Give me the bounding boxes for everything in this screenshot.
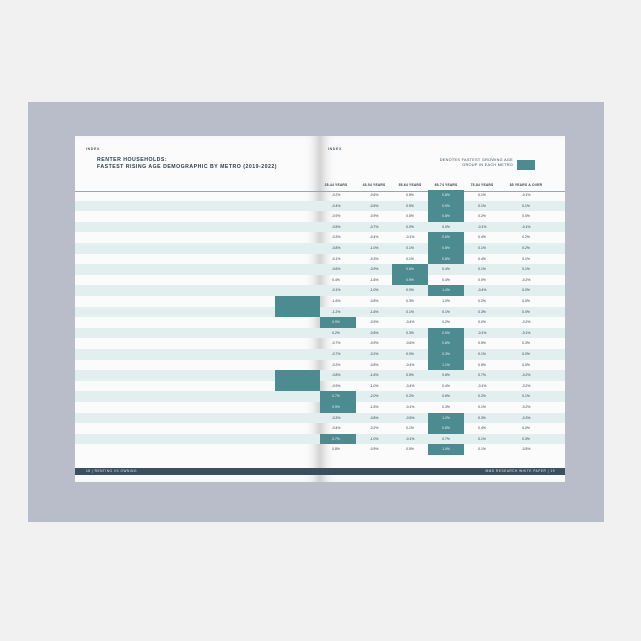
value-cell: 0.8% bbox=[428, 338, 464, 349]
value-cell: 0.1% bbox=[478, 447, 486, 452]
table-row bbox=[75, 381, 320, 392]
value-cell: 0.0% bbox=[406, 288, 414, 293]
metro-cell bbox=[115, 402, 275, 413]
right-page bbox=[320, 136, 565, 482]
value-cell bbox=[275, 232, 320, 243]
size-rank-cell bbox=[93, 190, 115, 201]
value-cell: 0.1% bbox=[522, 267, 530, 272]
table-row bbox=[75, 243, 320, 254]
value-cell: -0.8% bbox=[331, 246, 341, 250]
metro-cell bbox=[115, 444, 275, 455]
value-cell: -0.1% bbox=[405, 436, 415, 441]
size-rank-cell bbox=[93, 307, 115, 318]
value-cell: -0.2% bbox=[331, 193, 341, 197]
value-cell: -0.2% bbox=[369, 426, 379, 431]
value-cell: 0.0% bbox=[406, 352, 414, 356]
metro-cell bbox=[115, 222, 275, 233]
value-cell: 0.0% bbox=[522, 362, 530, 367]
page-footer bbox=[320, 468, 565, 475]
value-cell: 0.5% bbox=[428, 201, 464, 212]
value-cell: -0.2% bbox=[521, 383, 531, 388]
metro-cell bbox=[115, 254, 275, 265]
table-row bbox=[75, 222, 320, 233]
table-row bbox=[320, 201, 565, 212]
value-cell: -0.4% bbox=[405, 320, 415, 325]
value-cell: 1.1% bbox=[428, 360, 464, 371]
value-cell bbox=[275, 307, 320, 318]
value-cell: -0.7% bbox=[331, 352, 341, 356]
value-cell: 1.2% bbox=[428, 413, 464, 424]
value-cell: 0.2% bbox=[522, 235, 530, 240]
size-rank-cell bbox=[93, 328, 115, 339]
table-row bbox=[320, 317, 565, 328]
value-cell: -1.6% bbox=[369, 277, 379, 282]
metro-cell bbox=[115, 243, 275, 254]
value-cell: 0.5% bbox=[406, 373, 414, 378]
table-row bbox=[75, 328, 320, 339]
value-cell: 0.4% bbox=[478, 426, 486, 431]
table-row bbox=[75, 370, 320, 381]
table-row bbox=[320, 264, 565, 275]
value-cell bbox=[275, 275, 320, 286]
value-cell bbox=[275, 264, 320, 275]
page-title: RENTER HOUSEHOLDS: bbox=[97, 157, 168, 163]
column-header: 55-64 YEARS bbox=[398, 183, 422, 187]
value-cell: 0.1% bbox=[406, 309, 414, 314]
value-cell: 0.8% bbox=[428, 243, 464, 254]
metro-cell bbox=[115, 317, 275, 328]
table-row bbox=[75, 296, 320, 307]
value-cell bbox=[275, 360, 320, 371]
value-cell: 0.1% bbox=[478, 246, 486, 250]
value-cell: 0.0% bbox=[522, 309, 530, 314]
value-cell: 0.1% bbox=[522, 394, 530, 399]
value-cell: -0.3% bbox=[521, 415, 531, 420]
index-label: INDEX bbox=[86, 147, 100, 151]
legend-label: DENOTES FASTEST GROWING AGE GROUP IN EACH METRO bbox=[439, 158, 513, 168]
value-cell bbox=[275, 413, 320, 424]
size-rank-cell bbox=[93, 413, 115, 424]
value-cell: -0.1% bbox=[521, 330, 531, 335]
size-rank-cell bbox=[93, 360, 115, 371]
value-cell: -0.5% bbox=[369, 330, 379, 335]
table-row bbox=[320, 338, 565, 349]
size-rank-cell bbox=[93, 317, 115, 328]
value-cell: 1.0% bbox=[442, 299, 450, 303]
value-cell: -0.1% bbox=[405, 235, 415, 240]
table-row bbox=[320, 243, 565, 254]
value-cell: -0.5% bbox=[405, 415, 415, 420]
size-rank-cell bbox=[93, 232, 115, 243]
table-row bbox=[320, 307, 565, 318]
table-row bbox=[320, 349, 565, 360]
table-row bbox=[320, 402, 565, 413]
value-cell: -1.6% bbox=[331, 299, 341, 303]
size-rank-cell bbox=[93, 285, 115, 296]
value-cell: 0.8% bbox=[428, 190, 464, 201]
value-cell: 0.4% bbox=[478, 256, 486, 261]
value-cell: 0.2% bbox=[478, 214, 486, 219]
value-cell: -0.6% bbox=[331, 267, 341, 272]
value-cell: -0.2% bbox=[369, 352, 379, 356]
value-cell: 0.3% bbox=[522, 341, 530, 346]
value-cell: 0.5% bbox=[478, 362, 486, 367]
legend-swatch bbox=[517, 160, 535, 170]
value-cell: 0.1% bbox=[406, 246, 414, 250]
size-rank-cell bbox=[93, 275, 115, 286]
size-rank-cell bbox=[93, 444, 115, 455]
value-cell: 0.8% bbox=[428, 423, 464, 434]
value-cell: 0.1% bbox=[478, 193, 486, 197]
table-row bbox=[320, 296, 565, 307]
metro-cell bbox=[115, 285, 275, 296]
value-cell: -0.5% bbox=[331, 224, 341, 229]
value-cell: -1.6% bbox=[369, 309, 379, 314]
table-row bbox=[320, 381, 565, 392]
value-cell: -0.2% bbox=[521, 320, 531, 325]
value-cell bbox=[275, 222, 320, 233]
value-cell bbox=[275, 423, 320, 434]
table-row bbox=[75, 201, 320, 212]
value-cell: -0.4% bbox=[331, 203, 341, 208]
value-cell: 0.6% bbox=[392, 264, 428, 275]
value-cell bbox=[275, 434, 320, 445]
table-row bbox=[320, 413, 565, 424]
value-cell: -0.1% bbox=[405, 405, 415, 409]
value-cell bbox=[275, 444, 320, 455]
value-cell: -0.4% bbox=[477, 288, 487, 293]
metro-cell bbox=[115, 391, 275, 402]
value-cell: -0.6% bbox=[405, 341, 415, 346]
value-cell: 0.5% bbox=[406, 203, 414, 208]
value-cell: 1.0% bbox=[428, 444, 464, 455]
value-cell: 0.1% bbox=[522, 203, 530, 208]
page-footer bbox=[75, 468, 320, 475]
table-row bbox=[320, 423, 565, 434]
value-cell: -1.6% bbox=[369, 373, 379, 378]
size-rank-cell bbox=[93, 296, 115, 307]
table-row bbox=[75, 423, 320, 434]
value-cell: 0.6% bbox=[442, 394, 450, 399]
metro-cell bbox=[115, 275, 275, 286]
metro-cell bbox=[115, 190, 275, 201]
table-row bbox=[320, 391, 565, 402]
value-cell: 0.7% bbox=[320, 391, 356, 402]
footer-text: MMD RESEARCH WHITE PAPER | 19 bbox=[485, 469, 555, 473]
value-cell: -0.6% bbox=[369, 193, 379, 197]
metro-cell bbox=[115, 381, 275, 392]
value-cell: 0.0% bbox=[522, 299, 530, 303]
metro-cell bbox=[115, 423, 275, 434]
value-cell: 0.3% bbox=[406, 330, 414, 335]
value-cell bbox=[275, 349, 320, 360]
value-cell: 0.3% bbox=[478, 309, 486, 314]
table-row bbox=[75, 413, 320, 424]
value-cell: -0.7% bbox=[369, 224, 379, 229]
table-row bbox=[320, 434, 565, 445]
value-cell: 0.9% bbox=[392, 275, 428, 286]
table-row bbox=[320, 328, 565, 339]
column-header: 65-74 YEARS bbox=[434, 183, 458, 187]
table-row bbox=[75, 360, 320, 371]
value-cell: 0.5% bbox=[428, 328, 464, 339]
value-cell: -0.8% bbox=[369, 299, 379, 303]
value-cell: -0.3% bbox=[331, 415, 341, 420]
table-row bbox=[320, 190, 565, 201]
value-cell: -0.3% bbox=[369, 256, 379, 261]
metro-cell bbox=[115, 232, 275, 243]
value-cell bbox=[275, 243, 320, 254]
metro-cell bbox=[115, 307, 275, 318]
value-cell: -0.4% bbox=[405, 383, 415, 388]
value-cell: -1.2% bbox=[331, 309, 341, 314]
value-cell: -0.8% bbox=[369, 362, 379, 367]
metro-cell bbox=[115, 413, 275, 424]
index-label: INDEX bbox=[328, 147, 342, 151]
value-cell: -0.1% bbox=[477, 224, 487, 229]
value-cell bbox=[275, 285, 320, 296]
value-cell: 0.3% bbox=[406, 299, 414, 303]
value-cell: 0.8% bbox=[332, 447, 340, 452]
value-cell: 0.0% bbox=[478, 320, 486, 325]
value-cell: 0.2% bbox=[332, 330, 340, 335]
value-cell: 0.6% bbox=[442, 373, 450, 378]
table-row bbox=[75, 338, 320, 349]
size-rank-cell bbox=[93, 243, 115, 254]
value-cell: 0.2% bbox=[478, 394, 486, 399]
value-cell: 0.9% bbox=[320, 402, 356, 413]
value-cell: 0.6% bbox=[428, 232, 464, 243]
table-row bbox=[75, 349, 320, 360]
value-cell: 0.7% bbox=[320, 434, 356, 445]
value-cell: 0.4% bbox=[478, 235, 486, 240]
table-row bbox=[320, 444, 565, 455]
column-header: 45-54 YEARS bbox=[362, 183, 386, 187]
value-cell: -1.0% bbox=[369, 288, 379, 293]
size-rank-cell bbox=[93, 338, 115, 349]
size-rank-cell bbox=[93, 264, 115, 275]
value-cell bbox=[275, 296, 320, 307]
value-cell: 0.7% bbox=[478, 373, 486, 378]
left-page bbox=[75, 136, 320, 482]
value-cell: -0.4% bbox=[369, 235, 379, 240]
footer-text: 18 | RENTING VS OWNING bbox=[86, 469, 137, 473]
value-cell: 0.1% bbox=[406, 256, 414, 261]
value-cell: -0.9% bbox=[331, 214, 341, 219]
column-header bbox=[275, 180, 320, 191]
metro-cell bbox=[115, 349, 275, 360]
value-cell bbox=[275, 190, 320, 201]
value-cell: 0.4% bbox=[442, 277, 450, 282]
value-cell bbox=[275, 211, 320, 222]
value-cell bbox=[275, 201, 320, 212]
value-cell: -0.2% bbox=[521, 405, 531, 409]
metro-cell bbox=[115, 264, 275, 275]
value-cell: -0.1% bbox=[521, 193, 531, 197]
metro-cell bbox=[115, 296, 275, 307]
page-subtitle: FASTEST RISING AGE DEMOGRAPHIC BY METRO (2019-2022) bbox=[97, 164, 278, 170]
value-cell: -1.5% bbox=[369, 405, 379, 409]
table-row bbox=[320, 370, 565, 381]
value-cell: -0.1% bbox=[477, 383, 487, 388]
value-cell: -0.4% bbox=[405, 362, 415, 367]
value-cell: 0.2% bbox=[522, 246, 530, 250]
metro-cell bbox=[115, 434, 275, 445]
value-cell: 0.1% bbox=[478, 405, 486, 409]
value-cell: 0.8% bbox=[428, 254, 464, 265]
value-cell: -0.2% bbox=[331, 362, 341, 367]
column-header: 75-84 YEARS bbox=[470, 183, 494, 187]
value-cell: 0.0% bbox=[522, 352, 530, 356]
value-cell: 0.4% bbox=[332, 277, 340, 282]
value-cell: -0.9% bbox=[369, 214, 379, 219]
open-book bbox=[75, 136, 565, 482]
metro-cell bbox=[115, 370, 275, 381]
value-cell: 0.1% bbox=[478, 267, 486, 272]
size-rank-cell bbox=[93, 211, 115, 222]
size-rank-cell bbox=[93, 201, 115, 212]
metro-cell bbox=[115, 201, 275, 212]
value-cell bbox=[275, 338, 320, 349]
value-cell: -0.1% bbox=[331, 288, 341, 293]
value-cell: 0.5% bbox=[478, 341, 486, 346]
table-row bbox=[75, 391, 320, 402]
value-cell: 0.7% bbox=[442, 436, 450, 441]
metro-cell bbox=[115, 360, 275, 371]
table-row bbox=[320, 232, 565, 243]
table-row bbox=[320, 254, 565, 265]
table-row bbox=[75, 190, 320, 201]
size-rank-cell bbox=[93, 254, 115, 265]
table-row bbox=[75, 444, 320, 455]
table-row bbox=[75, 402, 320, 413]
value-cell: 0.5% bbox=[406, 447, 414, 452]
table-row bbox=[320, 275, 565, 286]
table-row bbox=[75, 275, 320, 286]
value-cell: 0.1% bbox=[442, 309, 450, 314]
value-cell: 0.5% bbox=[406, 214, 414, 219]
value-cell bbox=[275, 317, 320, 328]
value-cell bbox=[275, 402, 320, 413]
value-cell: 0.2% bbox=[478, 299, 486, 303]
size-rank-cell bbox=[93, 349, 115, 360]
value-cell: -0.7% bbox=[331, 341, 341, 346]
metro-cell bbox=[115, 328, 275, 339]
column-header bbox=[93, 180, 115, 191]
column-header: 25-44 YEARS bbox=[324, 183, 348, 187]
value-cell: -0.5% bbox=[369, 203, 379, 208]
table-row bbox=[75, 254, 320, 265]
value-cell: -0.2% bbox=[521, 277, 531, 282]
value-cell: -0.1% bbox=[477, 330, 487, 335]
value-cell: -0.2% bbox=[521, 373, 531, 378]
size-rank-cell bbox=[93, 381, 115, 392]
value-cell: 0.3% bbox=[428, 349, 464, 360]
value-cell: 0.1% bbox=[522, 256, 530, 261]
column-header: 85 YEARS & OVER bbox=[509, 183, 543, 187]
value-cell: 0.2% bbox=[406, 394, 414, 399]
value-cell: 0.1% bbox=[406, 426, 414, 431]
value-cell: 0.0% bbox=[442, 224, 450, 229]
size-rank-cell bbox=[93, 222, 115, 233]
value-cell: 0.8% bbox=[428, 211, 464, 222]
table-row bbox=[320, 211, 565, 222]
value-cell: -1.0% bbox=[369, 436, 379, 441]
table-row bbox=[320, 285, 565, 296]
size-rank-cell bbox=[93, 391, 115, 402]
value-cell: 0.2% bbox=[442, 320, 450, 325]
value-cell: -0.4% bbox=[331, 426, 341, 431]
value-cell: -0.9% bbox=[331, 383, 341, 388]
value-cell: 0.3% bbox=[522, 436, 530, 441]
value-cell bbox=[275, 254, 320, 265]
value-cell: 0.3% bbox=[442, 405, 450, 409]
value-cell: -0.9% bbox=[369, 447, 379, 452]
value-cell: 0.1% bbox=[478, 352, 486, 356]
size-rank-cell bbox=[93, 434, 115, 445]
table-row bbox=[75, 307, 320, 318]
column-header bbox=[115, 180, 275, 191]
value-cell: -0.9% bbox=[369, 320, 379, 325]
value-cell: 0.4% bbox=[442, 267, 450, 272]
value-cell: 0.0% bbox=[406, 224, 414, 229]
value-cell: -1.0% bbox=[369, 246, 379, 250]
size-rank-cell bbox=[93, 370, 115, 381]
value-cell: -0.1% bbox=[331, 256, 341, 261]
value-cell: 0.0% bbox=[522, 426, 530, 431]
value-cell: -0.5% bbox=[521, 447, 531, 452]
table-row bbox=[75, 264, 320, 275]
size-rank-cell bbox=[93, 423, 115, 434]
value-cell bbox=[275, 381, 320, 392]
value-cell: -0.3% bbox=[331, 235, 341, 240]
value-cell: -0.1% bbox=[521, 224, 531, 229]
value-cell: 0.3% bbox=[478, 415, 486, 420]
value-cell: 0.0% bbox=[522, 288, 530, 293]
value-cell: -2.0% bbox=[369, 394, 379, 399]
value-cell: -0.8% bbox=[331, 373, 341, 378]
value-cell: -0.9% bbox=[369, 341, 379, 346]
table-row bbox=[75, 232, 320, 243]
value-cell bbox=[275, 391, 320, 402]
table-row bbox=[320, 360, 565, 371]
value-cell: 1.4% bbox=[428, 285, 464, 296]
value-cell: 0.0% bbox=[478, 277, 486, 282]
table-row bbox=[75, 317, 320, 328]
table-row bbox=[75, 211, 320, 222]
value-cell: 0.1% bbox=[478, 203, 486, 208]
value-cell: 0.0% bbox=[522, 214, 530, 219]
table-row bbox=[320, 222, 565, 233]
metro-cell bbox=[115, 211, 275, 222]
metro-cell bbox=[115, 338, 275, 349]
value-cell: 0.4% bbox=[442, 383, 450, 388]
table-row bbox=[75, 285, 320, 296]
value-cell: 0.5% bbox=[406, 193, 414, 197]
value-cell: -0.9% bbox=[369, 267, 379, 272]
value-cell bbox=[275, 370, 320, 381]
table-row bbox=[75, 434, 320, 445]
value-cell: 0.1% bbox=[478, 436, 486, 441]
value-cell bbox=[275, 328, 320, 339]
value-cell: -1.0% bbox=[369, 383, 379, 388]
value-cell: 0.9% bbox=[320, 317, 356, 328]
size-rank-cell bbox=[93, 402, 115, 413]
value-cell: -0.8% bbox=[369, 415, 379, 420]
